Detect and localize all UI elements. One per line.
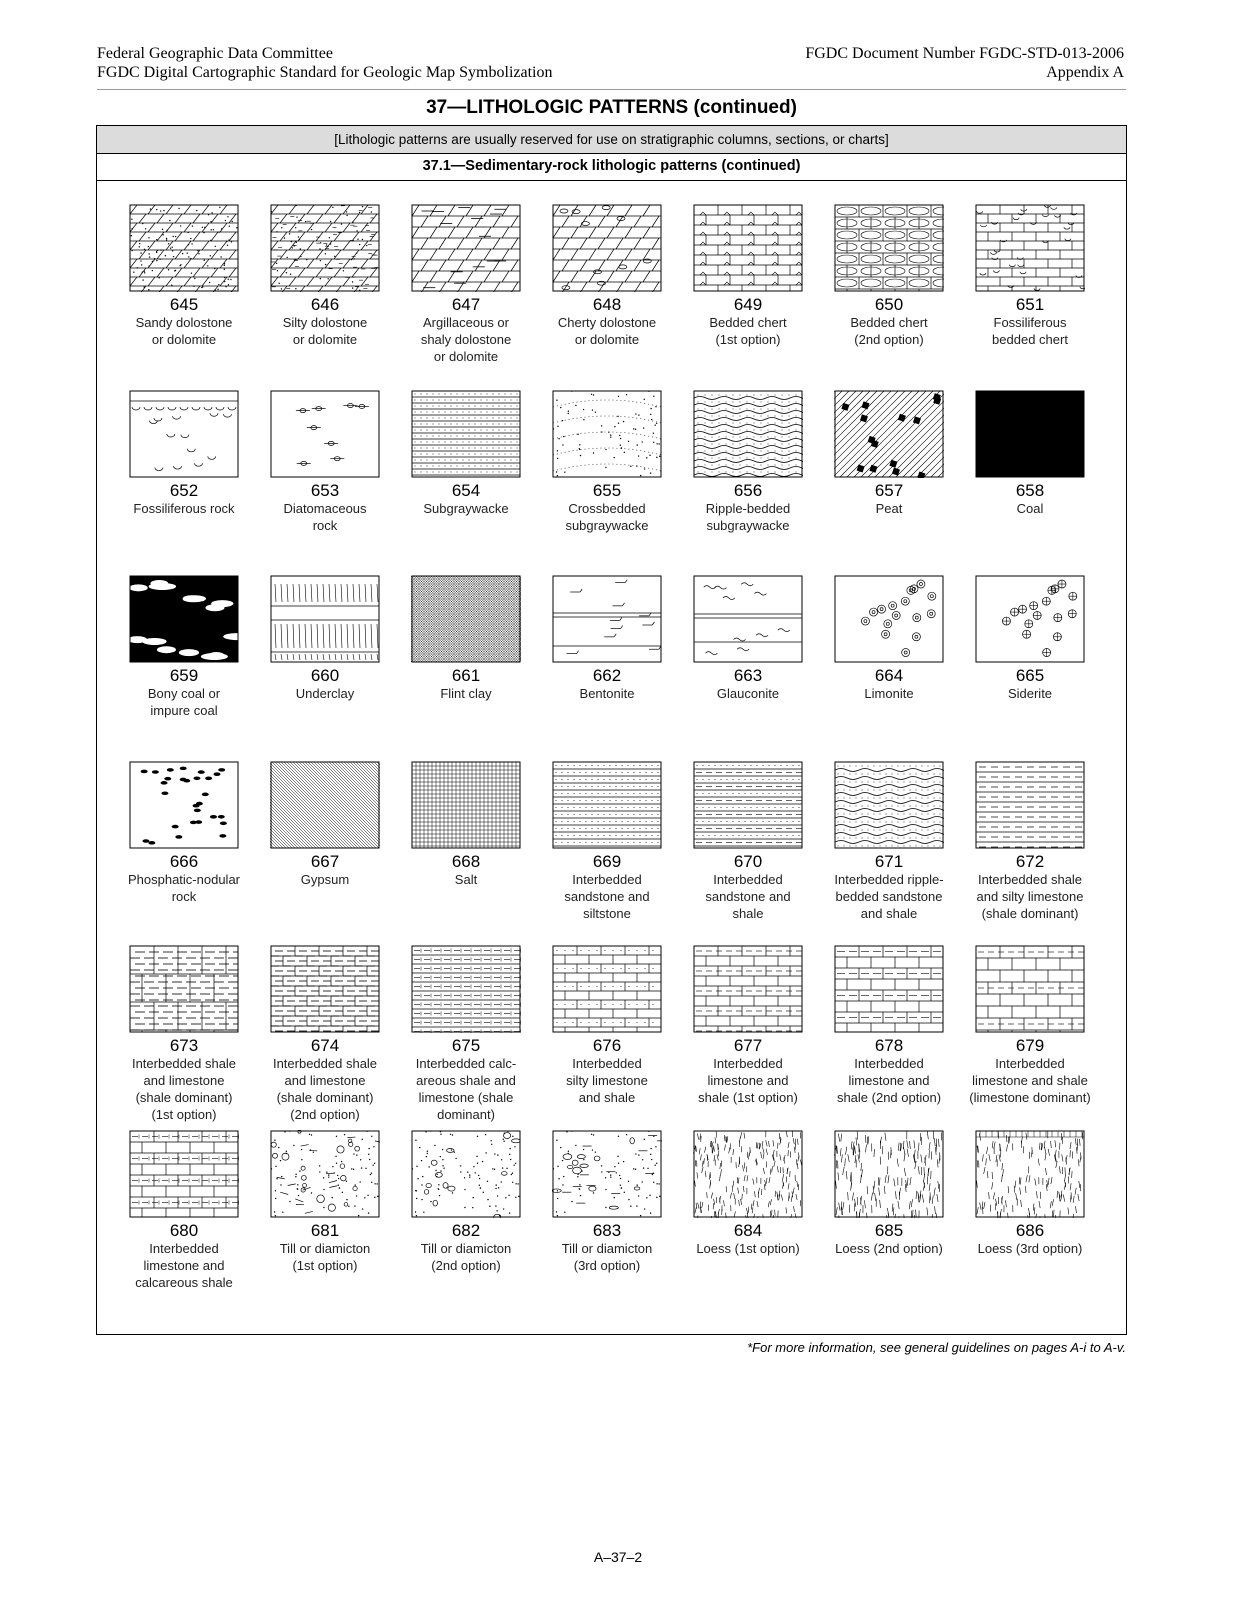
pattern-name-line: Underclay <box>295 686 355 701</box>
pattern-664 <box>819 575 959 702</box>
pattern-name-line: (3rd option) <box>573 1258 641 1273</box>
pattern-name-line: rock <box>171 889 197 904</box>
pattern-number: 677 <box>733 1036 763 1055</box>
pattern-name-line: Interbedded <box>713 872 783 887</box>
pattern-number: 685 <box>874 1221 904 1240</box>
pattern-name-line: and limestone <box>284 1073 366 1088</box>
pattern-name-line: (2nd option) <box>431 1258 501 1273</box>
pattern-swatch <box>975 575 1085 663</box>
pattern-swatch <box>975 390 1085 478</box>
pattern-655 <box>537 390 677 534</box>
header-left <box>97 44 552 82</box>
pattern-654 <box>396 390 536 517</box>
table-note: [Lithologic patterns are usually reserved for use on stratigraphic columns, sections, or charts] <box>97 126 1126 154</box>
pattern-name-line: limestone and <box>707 1073 789 1088</box>
pattern-swatch <box>552 945 662 1033</box>
pattern-660 <box>255 575 395 702</box>
pattern-665 <box>960 575 1100 702</box>
pattern-name-line: limestone and shale <box>972 1073 1088 1088</box>
pattern-swatch <box>270 945 380 1033</box>
pattern-number: 672 <box>1015 852 1045 871</box>
pattern-name-line: (shale dominant) <box>981 906 1079 921</box>
pattern-name-line: Bedded chert <box>709 315 787 330</box>
pattern-name-line: Crossbedded <box>568 501 646 516</box>
pattern-name-line: (1st option) <box>715 332 781 347</box>
pattern-number: 649 <box>733 295 763 314</box>
pattern-name-line: Silty dolostone <box>282 315 368 330</box>
pattern-name-line: (1st option) <box>151 1107 217 1122</box>
pattern-number: 681 <box>310 1221 340 1240</box>
pattern-name-line: shale (2nd option) <box>836 1090 942 1105</box>
pattern-swatch <box>975 945 1085 1033</box>
pattern-name-line: Phosphatic-nodular <box>127 872 241 887</box>
pattern-swatch <box>693 390 803 478</box>
pattern-number: 651 <box>1015 295 1045 314</box>
pattern-name-line: shale <box>732 906 764 921</box>
pattern-name-line: impure coal <box>150 703 218 718</box>
pattern-name-line: or dolomite <box>292 332 358 347</box>
pattern-number: 669 <box>592 852 622 871</box>
pattern-swatch <box>975 1130 1085 1218</box>
pattern-name-line: (limestone dominant) <box>969 1090 1091 1105</box>
pattern-name-line: subgraywacke <box>565 518 649 533</box>
pattern-650 <box>819 204 959 348</box>
pattern-number: 653 <box>310 481 340 500</box>
pattern-swatch <box>552 1130 662 1218</box>
pattern-651 <box>960 204 1100 348</box>
pattern-number: 682 <box>451 1221 481 1240</box>
pattern-name-line: Fossiliferous <box>993 315 1067 330</box>
pattern-name-line: silty limestone <box>566 1073 648 1088</box>
pattern-swatch <box>411 390 521 478</box>
pattern-swatch <box>834 1130 944 1218</box>
pattern-swatch <box>411 204 521 292</box>
pattern-649 <box>678 204 818 348</box>
pattern-669 <box>537 761 677 922</box>
pattern-number: 663 <box>733 666 763 685</box>
page-number: A–37–2 <box>593 1549 643 1565</box>
pattern-swatch <box>129 1130 239 1218</box>
pattern-name-line: bedded chert <box>992 332 1068 347</box>
pattern-swatch <box>834 575 944 663</box>
pattern-name-line: Cherty dolostone <box>557 315 657 330</box>
pattern-number: 655 <box>592 481 622 500</box>
pattern-number: 662 <box>592 666 622 685</box>
pattern-name-line: (2nd option) <box>290 1107 360 1122</box>
pattern-name-line: shaly dolostone <box>420 332 512 347</box>
pattern-number: 654 <box>451 481 481 500</box>
pattern-name-line: Glauconite <box>716 686 780 701</box>
pattern-name-line: Interbedded <box>713 1056 783 1071</box>
pattern-name-line: bedded sandstone <box>835 889 943 904</box>
pattern-number: 661 <box>451 666 481 685</box>
pattern-652 <box>114 390 254 517</box>
pattern-name-line: and shale <box>860 906 918 921</box>
pattern-name-line: Interbedded <box>572 872 642 887</box>
header-doc-number: FGDC Document Number FGDC-STD-013-2006 <box>805 45 1124 62</box>
pattern-swatch <box>411 1130 521 1218</box>
pattern-number: 684 <box>733 1221 763 1240</box>
header-rule <box>97 89 1126 90</box>
pattern-name-line: Interbedded <box>149 1241 219 1256</box>
header-org: Federal Geographic Data Committee <box>97 45 333 62</box>
pattern-685 <box>819 1130 959 1257</box>
pattern-name-line: Interbedded shale <box>131 1056 237 1071</box>
pattern-name-line: Siderite <box>1007 686 1053 701</box>
pattern-name-line: or dolomite <box>433 349 499 364</box>
pattern-number: 683 <box>592 1221 622 1240</box>
pattern-swatch <box>975 761 1085 849</box>
pattern-name-line: (2nd option) <box>854 332 924 347</box>
pattern-name-line: Till or diamicton <box>561 1241 653 1256</box>
pattern-name-line: Loess (1st option) <box>696 1241 800 1256</box>
pattern-name-line: (shale dominant) <box>276 1090 374 1105</box>
pattern-number: 652 <box>169 481 199 500</box>
page-title: 37—LITHOLOGIC PATTERNS (continued) <box>426 97 797 118</box>
pattern-swatch <box>552 575 662 663</box>
pattern-646 <box>255 204 395 348</box>
pattern-name-line: or dolomite <box>574 332 640 347</box>
pattern-swatch <box>270 761 380 849</box>
pattern-name-line: Till or diamicton <box>279 1241 371 1256</box>
pattern-name-line: Interbedded <box>995 1056 1065 1071</box>
pattern-number: 679 <box>1015 1036 1045 1055</box>
pattern-number: 647 <box>451 295 481 314</box>
pattern-number: 646 <box>310 295 340 314</box>
pattern-name-line: Peat <box>875 501 903 516</box>
pattern-677 <box>678 945 818 1106</box>
pattern-name-line: Salt <box>454 872 478 887</box>
pattern-swatch <box>270 390 380 478</box>
pattern-swatch <box>834 945 944 1033</box>
pattern-672 <box>960 761 1100 922</box>
pattern-number: 658 <box>1015 481 1045 500</box>
pattern-swatch <box>693 575 803 663</box>
pattern-680 <box>114 1130 254 1291</box>
pattern-681 <box>255 1130 395 1274</box>
pattern-number: 674 <box>310 1036 340 1055</box>
pattern-name-line: shale (1st option) <box>698 1090 798 1105</box>
pattern-number: 650 <box>874 295 904 314</box>
pattern-name-line: Bony coal or <box>147 686 221 701</box>
pattern-name-line: dominant) <box>437 1107 495 1122</box>
pattern-657 <box>819 390 959 517</box>
pattern-683 <box>537 1130 677 1274</box>
pattern-name-line: and limestone <box>143 1073 225 1088</box>
pattern-684 <box>678 1130 818 1257</box>
pattern-swatch <box>270 575 380 663</box>
pattern-swatch <box>552 390 662 478</box>
pattern-number: 673 <box>169 1036 199 1055</box>
pattern-662 <box>537 575 677 702</box>
pattern-swatch <box>693 1130 803 1218</box>
pattern-swatch <box>834 761 944 849</box>
pattern-675 <box>396 945 536 1123</box>
pattern-686 <box>960 1130 1100 1257</box>
pattern-name-line: Loess (3rd option) <box>977 1241 1083 1256</box>
pattern-swatch <box>129 575 239 663</box>
pattern-673 <box>114 945 254 1123</box>
pattern-682 <box>396 1130 536 1274</box>
pattern-668 <box>396 761 536 888</box>
pattern-number: 648 <box>592 295 622 314</box>
pattern-swatch <box>834 390 944 478</box>
pattern-name-line: Limonite <box>864 686 914 701</box>
pattern-swatch <box>693 204 803 292</box>
pattern-number: 666 <box>169 852 199 871</box>
pattern-name-line: (shale dominant) <box>135 1090 233 1105</box>
pattern-name-line: Flint clay <box>440 686 492 701</box>
pattern-swatch <box>411 761 521 849</box>
pattern-name-line: Bedded chert <box>850 315 928 330</box>
pattern-671 <box>819 761 959 922</box>
pattern-number: 657 <box>874 481 904 500</box>
pattern-name-line: siltstone <box>583 906 631 921</box>
pattern-name-line: (1st option) <box>292 1258 358 1273</box>
pattern-swatch <box>270 1130 380 1218</box>
pattern-name-line: Ripple-bedded <box>705 501 791 516</box>
pattern-661 <box>396 575 536 702</box>
pattern-number: 656 <box>733 481 763 500</box>
pattern-647 <box>396 204 536 365</box>
pattern-swatch <box>411 575 521 663</box>
pattern-swatch <box>270 204 380 292</box>
pattern-name-line: sandstone and <box>705 889 791 904</box>
pattern-name-line: Bentonite <box>579 686 635 701</box>
pattern-659 <box>114 575 254 719</box>
pattern-676 <box>537 945 677 1106</box>
pattern-swatch <box>129 204 239 292</box>
pattern-name-line: Interbedded <box>572 1056 642 1071</box>
pattern-name-line: Coal <box>1016 501 1044 516</box>
pattern-name-line: and shale <box>578 1090 636 1105</box>
pattern-678 <box>819 945 959 1106</box>
pattern-name-line: Sandy dolostone <box>135 315 233 330</box>
pattern-swatch <box>129 761 239 849</box>
pattern-name-line: Interbedded shale <box>272 1056 378 1071</box>
pattern-number: 671 <box>874 852 904 871</box>
pattern-swatch <box>975 204 1085 292</box>
pattern-645 <box>114 204 254 348</box>
pattern-name-line: and silty limestone <box>976 889 1084 904</box>
pattern-name-line: limestone and <box>143 1258 225 1273</box>
pattern-swatch <box>552 761 662 849</box>
pattern-table <box>96 125 1127 1335</box>
pattern-swatch <box>552 204 662 292</box>
pattern-swatch <box>129 945 239 1033</box>
pattern-name-line: sandstone and <box>564 889 650 904</box>
pattern-name-line: or dolomite <box>151 332 217 347</box>
pattern-swatch <box>693 945 803 1033</box>
pattern-667 <box>255 761 395 888</box>
pattern-653 <box>255 390 395 534</box>
pattern-number: 659 <box>169 666 199 685</box>
pattern-name-line: Loess (2nd option) <box>835 1241 943 1256</box>
pattern-name-line: Gypsum <box>300 872 350 887</box>
pattern-swatch <box>129 390 239 478</box>
pattern-663 <box>678 575 818 702</box>
pattern-674 <box>255 945 395 1123</box>
pattern-name-line: areous shale and <box>416 1073 516 1088</box>
pattern-name-line: rock <box>312 518 338 533</box>
pattern-number: 665 <box>1015 666 1045 685</box>
pattern-number: 680 <box>169 1221 199 1240</box>
pattern-number: 686 <box>1015 1221 1045 1240</box>
header-appendix: Appendix A <box>1046 64 1124 81</box>
pattern-666 <box>114 761 254 905</box>
pattern-679 <box>960 945 1100 1106</box>
pattern-name-line: limestone and <box>848 1073 930 1088</box>
pattern-swatch <box>834 204 944 292</box>
pattern-number: 675 <box>451 1036 481 1055</box>
pattern-648 <box>537 204 677 348</box>
pattern-swatch <box>411 945 521 1033</box>
pattern-name-line: calcareous shale <box>135 1275 233 1290</box>
pattern-name-line: Fossiliferous rock <box>133 501 235 516</box>
pattern-number: 645 <box>169 295 199 314</box>
pattern-number: 667 <box>310 852 340 871</box>
footnote: *For more information, see general guidelines on pages A-i to A-v. <box>747 1340 1126 1355</box>
header-right <box>805 44 1124 82</box>
pattern-number: 668 <box>451 852 481 871</box>
pattern-name-line: Interbedded calc- <box>415 1056 517 1071</box>
pattern-swatch <box>693 761 803 849</box>
pattern-number: 676 <box>592 1036 622 1055</box>
header-standard: FGDC Digital Cartographic Standard for Geologic Map Symbolization <box>97 64 553 81</box>
pattern-name-line: Diatomaceous <box>283 501 367 516</box>
pattern-658 <box>960 390 1100 517</box>
pattern-number: 678 <box>874 1036 904 1055</box>
pattern-name-line: Subgraywacke <box>423 501 509 516</box>
pattern-number: 660 <box>310 666 340 685</box>
pattern-name-line: Argillaceous or <box>423 315 509 330</box>
pattern-656 <box>678 390 818 534</box>
pattern-name-line: Interbedded ripple- <box>834 872 944 887</box>
pattern-name-line: Till or diamicton <box>420 1241 512 1256</box>
pattern-number: 664 <box>874 666 904 685</box>
pattern-670 <box>678 761 818 922</box>
pattern-name-line: subgraywacke <box>706 518 790 533</box>
pattern-name-line: Interbedded shale <box>977 872 1083 887</box>
pattern-name-line: Interbedded <box>854 1056 924 1071</box>
pattern-name-line: limestone (shale <box>418 1090 514 1105</box>
pattern-number: 670 <box>733 852 763 871</box>
subsection-title: 37.1—Sedimentary-rock lithologic patterns (continued) <box>97 153 1126 181</box>
